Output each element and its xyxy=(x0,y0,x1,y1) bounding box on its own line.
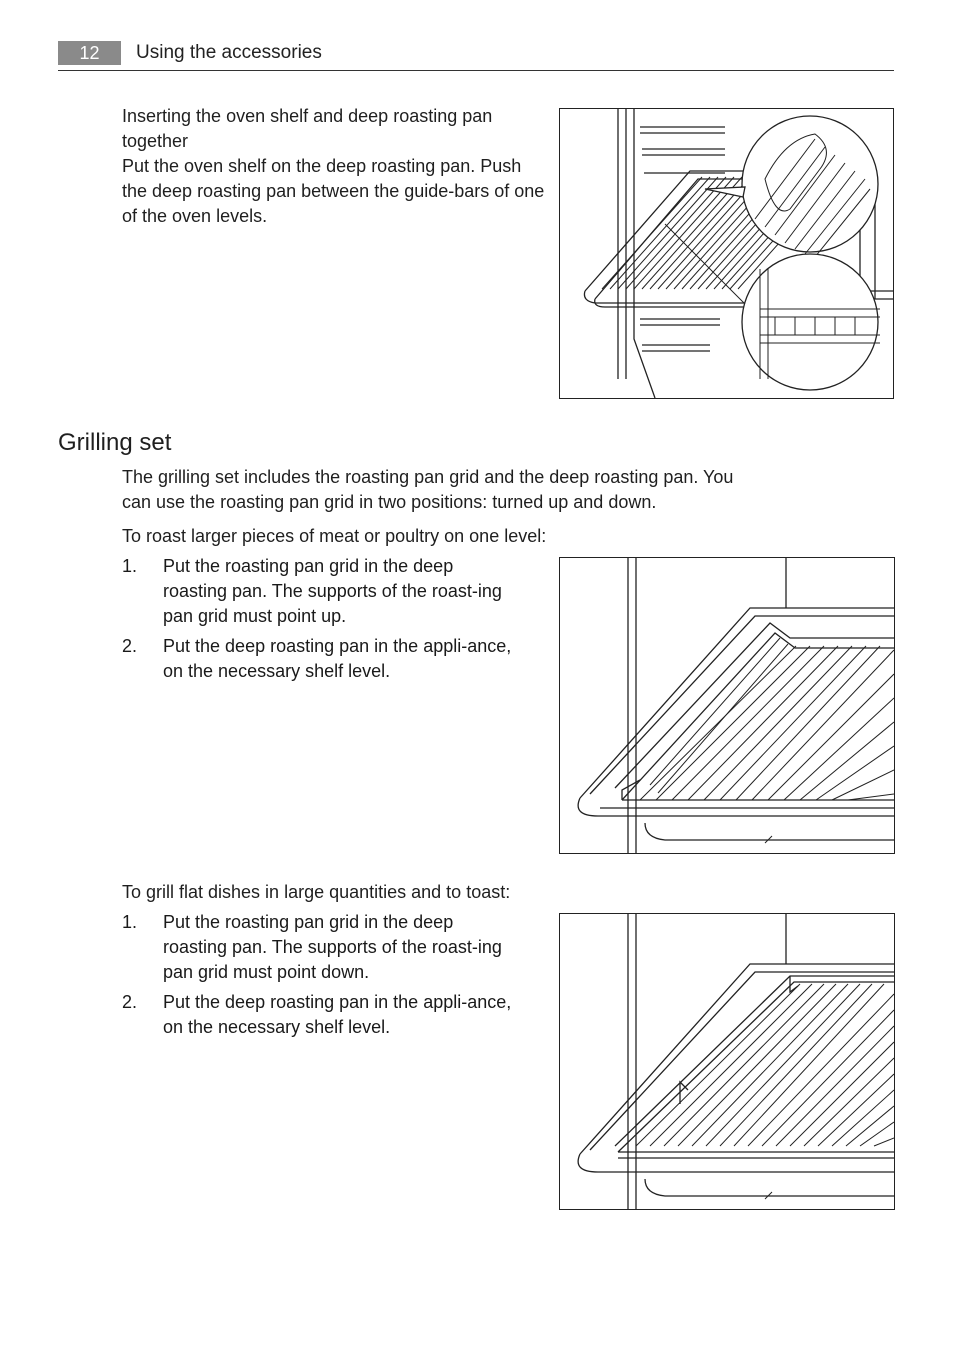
step-number: 2. xyxy=(122,636,138,656)
list-item xyxy=(122,554,512,629)
insert-body: Put the oven shelf on the deep roasting pan. Push the deep roasting pan between the guide-bars of one of the oven levels. xyxy=(122,156,545,226)
list-item xyxy=(122,634,512,684)
step-number: 1. xyxy=(122,912,138,932)
roast-steps xyxy=(122,554,512,689)
step-number: 2. xyxy=(122,992,138,1012)
step-text: Put the roasting pan grid in the deep roasting pan. The supports of the roast-ing pan grid must point up. xyxy=(163,556,502,626)
page-header xyxy=(58,40,894,71)
grilling-set-title: Grilling set xyxy=(58,429,172,456)
step-number: 1. xyxy=(122,556,138,576)
figure-grid-down xyxy=(559,913,895,1210)
step-text: Put the deep roasting pan in the appli-ance, on the necessary shelf level. xyxy=(163,992,512,1037)
figure-shelf-and-pan xyxy=(559,108,894,399)
grilling-intro: The grilling set includes the roasting pan grid and the deep roasting pan. You can use the roasting pan grid in two positions: turned up and down. xyxy=(122,467,734,512)
list-item xyxy=(122,990,512,1040)
step-text: Put the deep roasting pan in the appli-ance, on the necessary shelf level. xyxy=(163,636,512,681)
page-number: 12 xyxy=(58,41,121,65)
roast-lead: To roast larger pieces of meat or poultry on one level: xyxy=(122,526,547,546)
step-text: Put the roasting pan grid in the deep roasting pan. The supports of the roast-ing pan grid must point down. xyxy=(163,912,502,982)
section-title: Using the accessories xyxy=(136,42,322,63)
insert-heading: Inserting the oven shelf and deep roasting pan together xyxy=(122,106,493,151)
list-item xyxy=(122,910,512,985)
grill-lead: To grill flat dishes in large quantities and to toast: xyxy=(122,882,511,902)
grill-steps xyxy=(122,910,512,1045)
figure-grid-up xyxy=(559,557,895,854)
